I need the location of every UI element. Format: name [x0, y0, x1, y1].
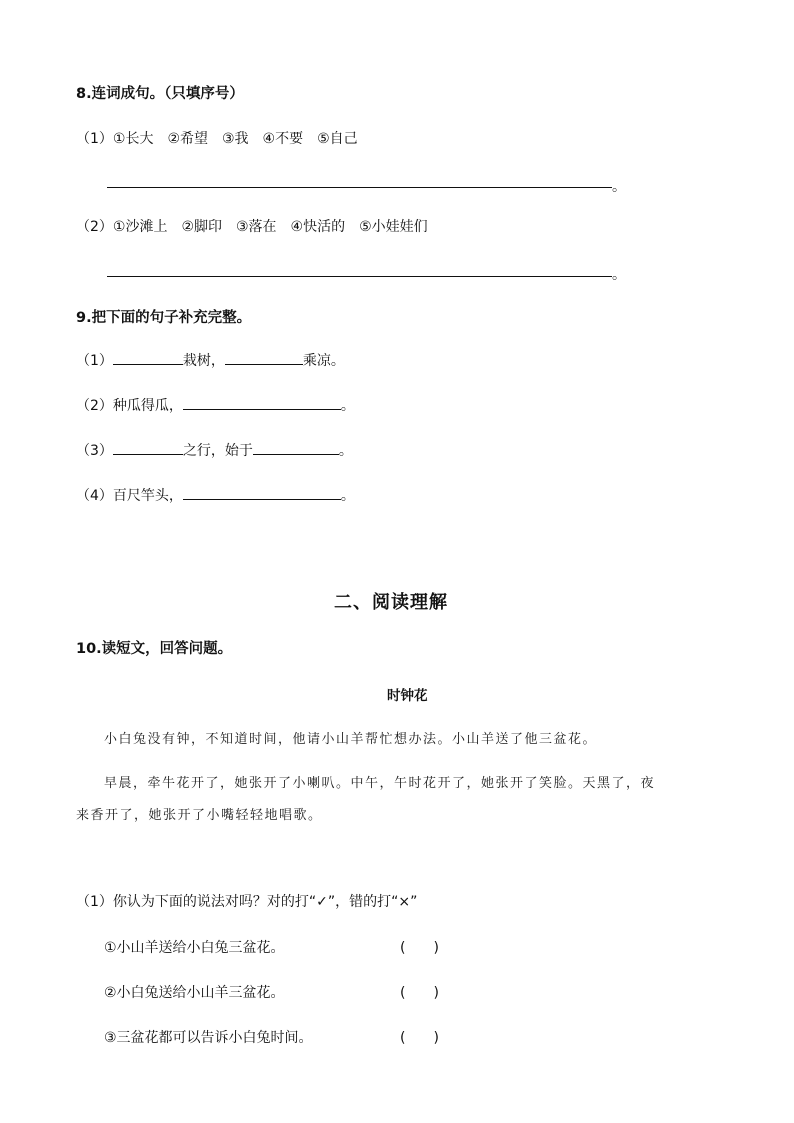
q8-answer-line-1[interactable] [107, 187, 612, 188]
q9-blank-2[interactable] [183, 395, 341, 410]
q9-item1-prefix: （1） [76, 353, 113, 369]
q9-item1-mid: 栽树， [182, 353, 225, 369]
statement-1: ①小山羊送给小白兔三盆花。 [104, 940, 285, 956]
q8-answer-line-2[interactable] [107, 276, 612, 277]
q10-title: 10.读短文，回答问题。 [76, 641, 233, 657]
section-title: 二、阅读理解 [334, 592, 448, 613]
q9-title: 9.把下面的句子补充完整。 [76, 310, 252, 326]
q9-item4-suffix: 。 [340, 488, 355, 504]
q9-item3-mid: 之行，始于 [182, 443, 253, 459]
q9-blank-1b[interactable] [225, 350, 303, 365]
q8-item1-end: 。 [612, 179, 626, 195]
q9-blank-1a[interactable] [113, 350, 183, 365]
q8-item1: （1）①长大 ②希望 ③我 ④不要 ⑤自己 [76, 131, 358, 147]
q9-blank-3a[interactable] [113, 440, 183, 455]
q9-item4-prefix: （4）百尺竿头， [76, 488, 183, 504]
q9-item3-suffix: 。 [338, 443, 353, 459]
q8-item2: （2）①沙滩上 ②脚印 ③落在 ④快活的 ⑤小娃娃们 [76, 219, 428, 235]
q8-title: 8.连词成句。（只填序号） [76, 86, 244, 102]
q9-item2-suffix: 。 [340, 398, 355, 414]
answer-paren-3[interactable]: ( ) [400, 1030, 439, 1046]
q9-item1-suffix: 乘凉。 [302, 353, 345, 369]
story-paragraph-2-line-2: 来香开了，她张开了小嘴轻轻地唱歌。 [76, 808, 323, 823]
q10-sub1-instruction: （1）你认为下面的说法对吗？对的打“✓”，错的打“×” [76, 894, 418, 910]
answer-paren-1[interactable]: ( ) [400, 940, 439, 956]
story-title: 时钟花 [387, 688, 428, 704]
q9-item1 [76, 350, 345, 370]
q8-item2-end: 。 [612, 267, 626, 283]
q9-blank-3b[interactable] [253, 440, 339, 455]
q9-item2-prefix: （2）种瓜得瓜， [76, 398, 183, 414]
statement-2: ②小白兔送给小山羊三盆花。 [104, 985, 285, 1001]
q9-item2 [76, 395, 355, 415]
statement-3: ③三盆花都可以告诉小白兔时间。 [104, 1030, 313, 1046]
story-paragraph-1: 小白兔没有钟，不知道时间，他请小山羊帮忙想办法。小山羊送了他三盆花。 [104, 732, 598, 747]
story-paragraph-2-line-1: 早晨，牵牛花开了，她张开了小喇叭。中午，午时花开了，她张开了笑脸。天黑了，夜 [104, 776, 656, 791]
answer-paren-2[interactable]: ( ) [400, 985, 439, 1001]
q9-blank-4[interactable] [183, 485, 341, 500]
q9-item4 [76, 485, 355, 505]
q9-item3 [76, 440, 353, 460]
q9-item3-prefix: （3） [76, 443, 113, 459]
